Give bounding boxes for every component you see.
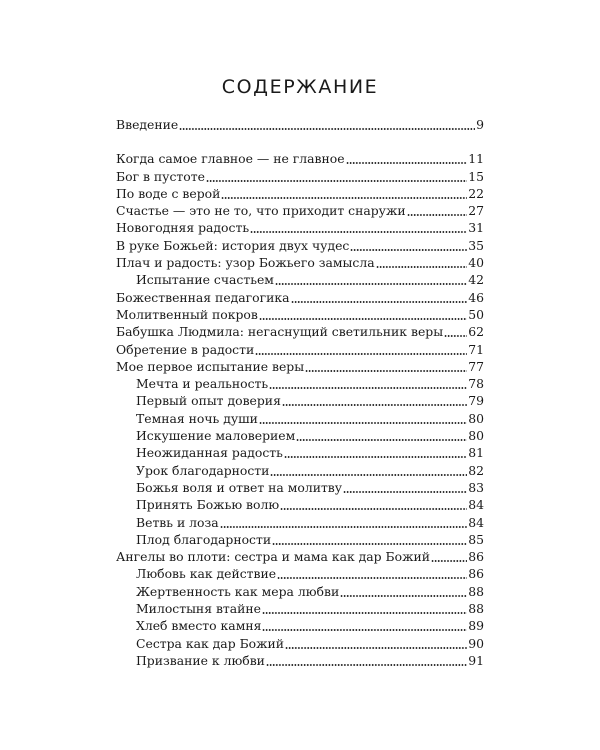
toc-entry-title: Сестра как дар Божий <box>136 635 285 651</box>
toc-entry-title: Введение <box>116 117 179 132</box>
toc-entry-title: Божественная педагогика <box>116 289 290 305</box>
toc-entry <box>116 150 484 167</box>
toc-entry <box>116 341 484 358</box>
toc-entry-page: 84 <box>468 497 484 513</box>
toc-entry-page: 31 <box>468 220 484 236</box>
toc-entry-title: Искушение маловерием <box>136 428 296 444</box>
toc-entry-page: 91 <box>468 652 484 668</box>
toc-entry-title: Ангелы во плоти: сестра и мама как дар Божий <box>116 549 431 565</box>
toc-subentry <box>116 514 484 531</box>
toc-entry-title: Темная ночь души <box>136 410 258 426</box>
toc-subentry <box>116 392 484 409</box>
toc-entry <box>116 116 484 133</box>
toc-entry <box>116 323 484 340</box>
dot-leader <box>291 289 468 306</box>
toc-entry-title: Плод благодарности <box>136 531 272 547</box>
toc-entry-page: 83 <box>468 479 484 495</box>
toc-entry-title: В руке Божьей: история двух чудес <box>116 237 350 253</box>
dot-leader <box>269 375 467 392</box>
toc-entry-title: Принять Божью волю <box>136 497 280 513</box>
toc-entry-page: 11 <box>468 151 484 167</box>
toc-entry-page: 22 <box>468 185 484 201</box>
toc-entry-page: 62 <box>468 324 484 340</box>
toc-subentry <box>116 410 484 427</box>
toc-entry-page: 88 <box>468 601 484 617</box>
toc-entry <box>116 289 484 306</box>
toc-entry-title: Любовь как действие <box>136 566 277 582</box>
toc-entry-page: 81 <box>468 445 484 461</box>
toc-entry-page: 42 <box>468 272 484 288</box>
toc-entry-page: 80 <box>468 410 484 426</box>
dot-leader <box>277 565 467 582</box>
toc-subentry <box>116 462 484 479</box>
dot-leader <box>282 392 467 409</box>
toc-subentry <box>116 635 484 652</box>
dot-leader <box>270 462 467 479</box>
toc-entry <box>116 254 484 271</box>
toc-entry-page: 88 <box>468 583 484 599</box>
toc-entry <box>116 306 484 323</box>
dot-leader <box>266 652 467 669</box>
dot-leader <box>296 427 467 444</box>
dot-leader <box>284 444 467 461</box>
toc-entry-title: Милостыня втайне <box>136 601 262 617</box>
dot-leader <box>346 150 468 167</box>
toc-entry <box>116 358 484 375</box>
toc-entry-title: Новогодняя радость <box>116 220 250 236</box>
toc-entry-page: 85 <box>468 531 484 547</box>
dot-leader <box>431 548 467 565</box>
dot-leader <box>376 254 468 271</box>
toc-entry-title: Бог в пустоте <box>116 168 205 184</box>
toc-entry-title: Призвание к любви <box>136 652 265 668</box>
page-title: СОДЕРЖАНИЕ <box>221 76 379 98</box>
toc-subentry <box>116 479 484 496</box>
toc-entry-title: Неожиданная радость <box>136 445 283 461</box>
toc-entry-page: 90 <box>468 635 484 651</box>
toc-entry-title: Испытание счастьем <box>136 272 274 288</box>
toc-subentry <box>116 444 484 461</box>
toc-entry <box>116 202 484 219</box>
dot-leader <box>280 496 467 513</box>
toc-entry-page: 89 <box>468 618 484 634</box>
toc-subentry <box>116 617 484 634</box>
toc-entry <box>116 219 484 236</box>
dot-leader <box>343 479 467 496</box>
toc-entry-title: По воде с верой <box>116 185 221 201</box>
toc-entry-page: 86 <box>468 549 484 565</box>
dot-leader <box>259 410 467 427</box>
toc-entry-page: 78 <box>468 376 484 392</box>
toc-entry-page: 82 <box>468 462 484 478</box>
toc-entry-page: 71 <box>468 341 484 357</box>
toc-entry-page: 40 <box>468 255 484 271</box>
toc-entry <box>116 237 484 254</box>
toc-entry-page: 9 <box>476 117 484 132</box>
dot-leader <box>250 219 467 236</box>
toc-subentry <box>116 271 484 288</box>
dot-leader <box>350 237 467 254</box>
dot-leader <box>275 271 467 288</box>
dot-leader <box>340 583 467 600</box>
toc-entry-title: Первый опыт доверия <box>136 393 281 409</box>
dot-leader <box>407 202 468 219</box>
toc-entry <box>116 168 484 185</box>
toc-entry-page: 50 <box>468 306 484 322</box>
dot-leader <box>221 185 467 202</box>
dot-leader <box>179 116 475 133</box>
toc-entry-title: Мое первое испытание веры <box>116 358 305 374</box>
dot-leader <box>262 617 467 634</box>
toc-entry-title: Обретение в радости <box>116 341 255 357</box>
toc-entry-title: Хлеб вместо камня <box>136 618 262 634</box>
toc-subentry <box>116 652 484 669</box>
toc-entry-title: Ветвь и лоза <box>136 514 219 530</box>
toc-entry-title: Когда самое главное — не главное <box>116 151 345 167</box>
toc-entry-page: 80 <box>468 428 484 444</box>
toc-entry-page: 46 <box>468 289 484 305</box>
dot-leader <box>262 600 467 617</box>
toc-subentry <box>116 600 484 617</box>
toc-entry <box>116 185 484 202</box>
table-of-contents <box>116 116 484 669</box>
toc-entry-title: Жертвенность как мера любви <box>136 583 340 599</box>
dot-leader <box>444 323 467 340</box>
dot-leader <box>259 306 467 323</box>
toc-entry-title: Счастье — это не то, что приходит снаружи <box>116 203 406 219</box>
toc-entry-page: 79 <box>468 393 484 409</box>
dot-leader <box>285 635 467 652</box>
toc-entry-title: Молитвенный покров <box>116 306 258 322</box>
toc-entry-title: Мечта и реальность <box>136 376 269 392</box>
dot-leader <box>272 531 467 548</box>
dot-leader <box>206 168 467 185</box>
toc-entry-page: 15 <box>468 168 484 184</box>
toc-entry-title: Плач и радость: узор Божьего замысла <box>116 255 375 271</box>
dot-leader <box>255 341 467 358</box>
toc-entry-title: Бабушка Людмила: негаснущий светильник веры <box>116 324 444 340</box>
dot-leader <box>305 358 467 375</box>
toc-subentry <box>116 565 484 582</box>
toc-subentry <box>116 531 484 548</box>
toc-entry-page: 84 <box>468 514 484 530</box>
toc-subentry <box>116 427 484 444</box>
toc-subentry <box>116 375 484 392</box>
toc-entry-title: Урок благодарности <box>136 462 270 478</box>
toc-subentry <box>116 496 484 513</box>
toc-entry <box>116 548 484 565</box>
toc-entry-page: 86 <box>468 566 484 582</box>
toc-entry-title: Божья воля и ответ на молитву <box>136 479 343 495</box>
toc-entry-page: 35 <box>468 237 484 253</box>
toc-entry-page: 77 <box>468 358 484 374</box>
dot-leader <box>220 514 468 531</box>
toc-subentry <box>116 583 484 600</box>
toc-entry-page: 27 <box>468 203 484 219</box>
